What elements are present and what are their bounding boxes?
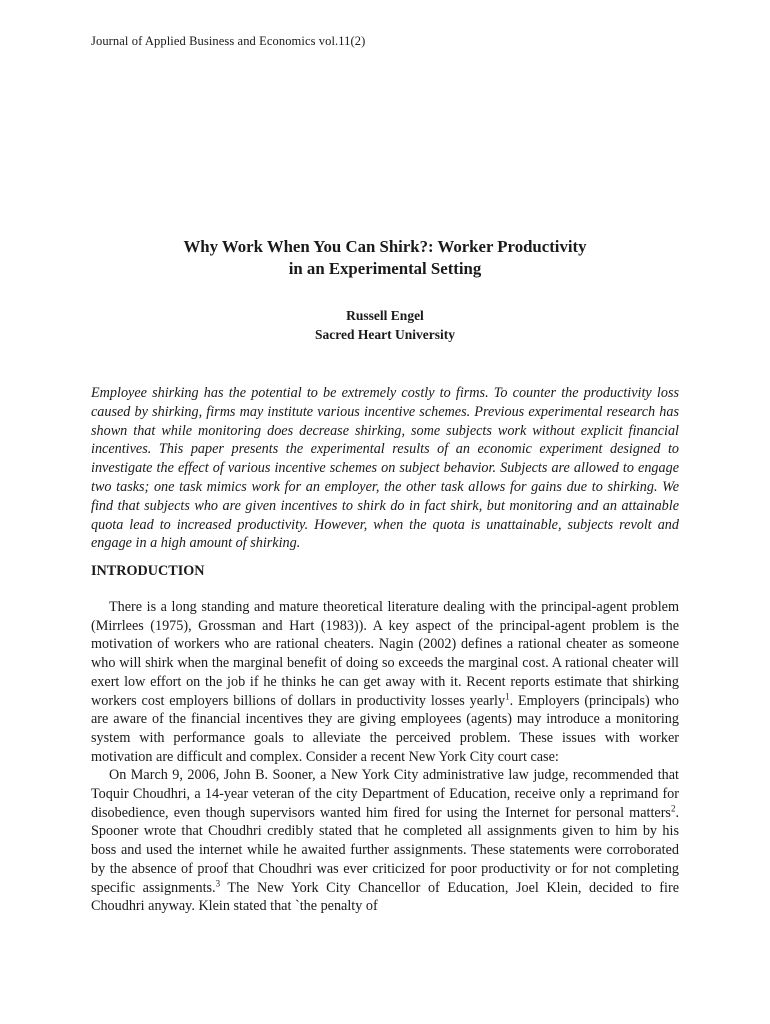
footnote-marker[interactable]: 1 [505,690,510,701]
title-line-1: Why Work When You Can Shirk?: Worker Productivity [183,237,587,256]
title-line-2: in an Experimental Setting [288,259,482,278]
author-block [91,306,679,344]
abstract: Employee shirking has the potential to be extremely costly to firms. To counter the productivity loss caused by shirking, firms may institute various incentive schemes. Previous experimental research has shown that while monitoring does decrease shirking, some subjects work without explicit financial incentives. This paper presents the experimental results of an economic experiment designed to investigate the effect of various incentive schemes on subject behavior. Subjects are allowed to engage two tasks; one task mimics work for an employer, the other task allows for gains due to shirking. We find that subjects who are given incentives to shirk do in fact shirk, but monitoring and an attainable quota lead to increased productivity. However, when the quota is unattainable, subjects revolt and engage in a high amount of shirking. [91,385,679,552]
running-header: Journal of Applied Business and Economics vol.11(2) [91,34,366,48]
introduction-body [91,598,679,916]
title-block [91,236,679,344]
paragraph [91,598,679,766]
paragraph-text: There is a long standing and mature theoretical literature dealing with the principal-agent problem (Mirrlees (1975), Grossman and Hart (1983)). A key aspect of the principal-agent problem is the motivation of workers who are rational cheaters. Nagin (2002) defines a rational cheater as someone who will shirk when the marginal benefit of doing so exceeds the marginal cost. A rational cheater will exert low effort on the job if he thinks he can get away with it. Recent reports estimate that shirking workers cost employers billions of dollars in productivity losses yearly [91,599,679,709]
footnote-marker[interactable]: 3 [215,877,221,888]
author-name: Russell Engel [346,308,424,323]
paragraph-text: . Spooner wrote that Choudhri credibly stated that he completed all assignments given to him by his boss and used the internet while he awaited further assignments. These statements were corroborated by the absence of proof that Choudhri was ever criticized for poor productivity or for not completing specific assignments. [91,804,679,896]
section-heading-introduction: INTRODUCTION [91,563,205,579]
paper-title [91,236,679,280]
footnote-marker[interactable]: 2 [670,803,676,813]
author-affiliation: Sacred Heart University [315,327,455,342]
paragraph-text: On March 9, 2006, John B. Sooner, a New York City administrative law judge, recommended that Toquir Choudhri, a 14-year veteran of the city Department of Education, receive only a reprimand for disobedience, even though supervisors wanted him fired for using the Internet for personal matters [91,767,679,821]
paragraph-text: The New York City Chancellor of Education, Joel Klein, decided to fire Choudhri anyway. Klein stated that `the penalty of [91,879,679,915]
paragraph [91,766,679,916]
paragraph-text: . Employers (principals) who are aware of the financial incentives they are giving employees (agents) may introduce a monitoring system with performance goals to alleviate the perceived problem. These issues with worker motivation are difficult and complex. Consider a recent New York City court case: [91,692,680,765]
